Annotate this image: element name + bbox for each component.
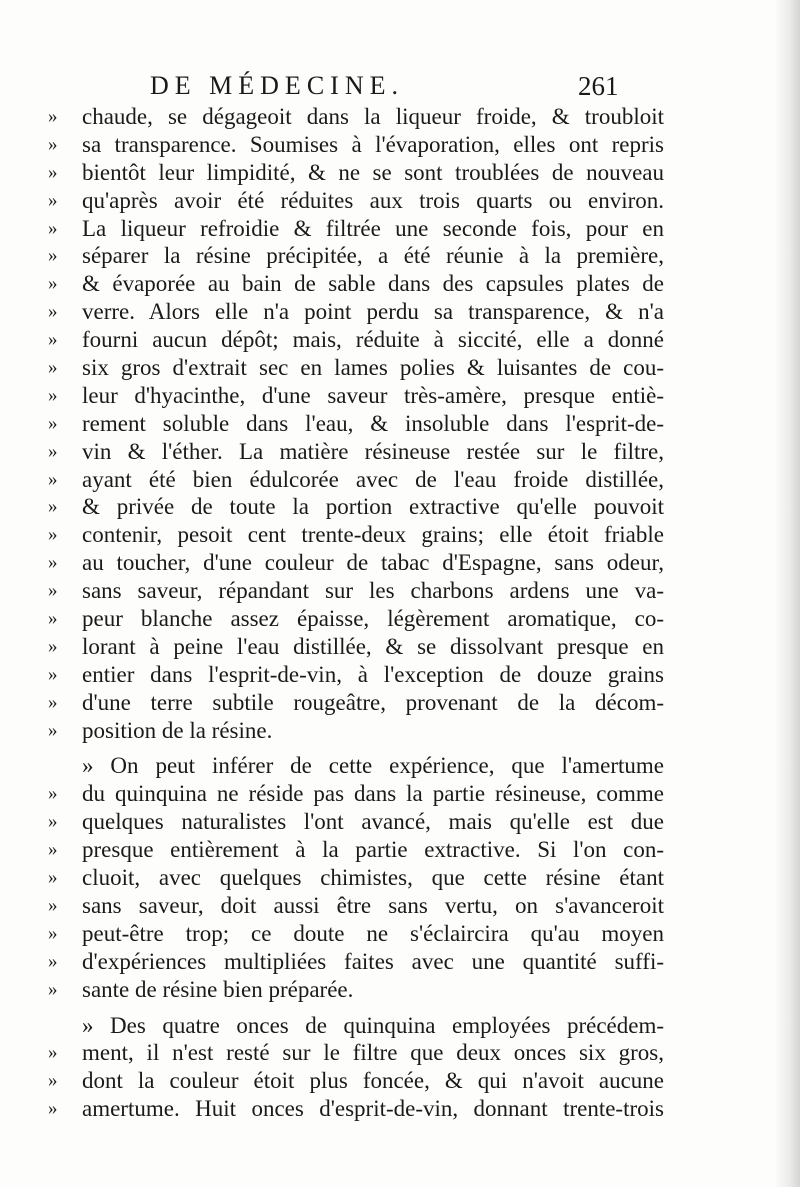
quote-mark: » bbox=[48, 552, 58, 574]
text-line bbox=[48, 438, 664, 466]
quote-mark: » bbox=[48, 412, 58, 434]
text-line bbox=[48, 187, 664, 215]
quote-mark: » bbox=[48, 922, 58, 944]
quote-mark: » bbox=[48, 950, 58, 972]
line-text: contenir, pesoit cent trente-deux grains; elle étoit friable bbox=[82, 522, 664, 548]
paragraph-2 bbox=[48, 752, 664, 1003]
line-text: d'une terre subtile rougeâtre, provenant de la décom- bbox=[82, 689, 664, 715]
line-text: qu'après avoir été réduites aux trois quarts ou environ. bbox=[82, 187, 664, 213]
line-text: » On peut inférer de cette expérience, que l'amertume bbox=[82, 753, 664, 779]
text-line bbox=[48, 633, 664, 661]
quote-mark: » bbox=[48, 524, 58, 546]
paragraph-3 bbox=[48, 1012, 664, 1124]
quote-mark: » bbox=[48, 133, 58, 155]
page-edge-shadow bbox=[774, 0, 800, 1187]
quote-mark: » bbox=[48, 357, 58, 379]
quote-mark: » bbox=[48, 1070, 58, 1092]
text-line bbox=[48, 661, 664, 689]
quote-mark: » bbox=[48, 440, 58, 462]
quote-mark: » bbox=[48, 811, 58, 833]
text-line bbox=[48, 1039, 664, 1067]
line-text: » Des quatre onces de quinquina employées précédem- bbox=[82, 1012, 664, 1038]
quote-mark: » bbox=[48, 161, 58, 183]
text-line bbox=[48, 466, 664, 494]
line-text: du quinquina ne réside pas dans la partie résineuse, comme bbox=[82, 781, 664, 807]
quote-mark: » bbox=[48, 468, 58, 490]
quote-mark: » bbox=[48, 978, 58, 1000]
quote-mark: » bbox=[48, 839, 58, 861]
text-line bbox=[48, 864, 664, 892]
text-line bbox=[48, 521, 664, 549]
text-line bbox=[48, 131, 664, 159]
quote-mark: » bbox=[48, 663, 58, 685]
line-text: ment, il n'est resté sur le filtre que deux onces six gros, bbox=[82, 1040, 664, 1066]
quote-mark: » bbox=[48, 580, 58, 602]
text-line bbox=[48, 976, 640, 1004]
text-line bbox=[48, 1067, 664, 1095]
line-text: presque entièrement à la partie extractive. Si l'on con- bbox=[82, 837, 664, 863]
text-line bbox=[48, 242, 664, 270]
line-text: peur blanche assez épaisse, légèrement aromatique, co- bbox=[82, 606, 664, 632]
quote-mark: » bbox=[48, 217, 58, 239]
quote-mark: » bbox=[48, 894, 58, 916]
line-text: La liqueur refroidie & filtrée une seconde fois, pour en bbox=[82, 215, 664, 241]
quote-mark: » bbox=[48, 783, 58, 805]
text-line bbox=[48, 354, 664, 382]
quote-mark: » bbox=[48, 1098, 58, 1120]
quote-mark: » bbox=[48, 1042, 58, 1064]
line-text: six gros d'extrait sec en lames polies & luisantes de cou- bbox=[82, 355, 664, 381]
line-text: & privée de toute la portion extractive qu'elle pouvoit bbox=[82, 494, 664, 520]
quote-mark: » bbox=[48, 719, 58, 741]
line-text: sans saveur, répandant sur les charbons ardens une va- bbox=[82, 578, 664, 604]
line-text: dont la couleur étoit plus foncée, & qui n'avoit aucune bbox=[82, 1068, 664, 1094]
line-text: chaude, se dégageoit dans la liqueur froide, & troubloit bbox=[82, 104, 664, 129]
quote-mark: » bbox=[48, 691, 58, 713]
text-line bbox=[48, 298, 664, 326]
quote-mark: » bbox=[48, 301, 58, 323]
line-text: peut-être trop; ce doute ne s'éclaircira qu'au moyen bbox=[82, 920, 664, 946]
text-line bbox=[48, 836, 664, 864]
line-text: sans saveur, doit aussi être sans vertu, on s'avanceroit bbox=[82, 892, 664, 918]
text-line bbox=[48, 808, 664, 836]
page-number: 261 bbox=[578, 71, 619, 101]
line-text: position de la résine. bbox=[82, 717, 273, 743]
quote-mark: » bbox=[48, 867, 58, 889]
line-text: & évaporée au bain de sable dans des capsules plates de bbox=[82, 271, 664, 297]
line-text: séparer la résine précipitée, a été réunie à la première, bbox=[82, 243, 664, 269]
line-text: au toucher, d'une couleur de tabac d'Espagne, sans odeur, bbox=[82, 550, 664, 576]
quote-mark: » bbox=[48, 273, 58, 295]
text-line bbox=[48, 1012, 664, 1040]
text-line bbox=[48, 410, 664, 438]
line-text: verre. Alors elle n'a point perdu sa transparence, & n'a bbox=[82, 299, 664, 325]
quote-mark: » bbox=[48, 189, 58, 211]
body-text bbox=[48, 103, 664, 1123]
text-line bbox=[48, 1095, 664, 1123]
text-line bbox=[48, 920, 664, 948]
line-text: lorant à peine l'eau distillée, & se dissolvant presque en bbox=[82, 633, 664, 659]
line-text: cluoit, avec quelques chimistes, que cette résine étant bbox=[82, 865, 664, 891]
line-text: sa transparence. Soumises à l'évaporation, elles ont repris bbox=[82, 131, 664, 157]
text-line bbox=[48, 159, 664, 187]
quote-mark: » bbox=[48, 329, 58, 351]
quote-mark: » bbox=[48, 608, 58, 630]
line-text: bientôt leur limpidité, & ne se sont troublées de nouveau bbox=[82, 159, 664, 185]
quote-mark: » bbox=[48, 384, 58, 406]
line-text: sante de résine bien préparée. bbox=[82, 976, 354, 1002]
text-line bbox=[48, 780, 664, 808]
text-line bbox=[48, 493, 664, 521]
line-text: vin & l'éther. La matière résineuse restée sur le filtre, bbox=[82, 438, 664, 464]
text-line bbox=[48, 605, 664, 633]
text-line bbox=[48, 382, 664, 410]
text-line bbox=[48, 215, 664, 243]
text-line bbox=[48, 752, 664, 780]
quote-mark: » bbox=[48, 496, 58, 518]
text-line bbox=[48, 103, 664, 131]
line-text: fourni aucun dépôt; mais, réduite à siccité, elle a donné bbox=[82, 327, 664, 353]
page-header bbox=[0, 70, 800, 106]
text-line bbox=[48, 689, 664, 717]
text-line bbox=[48, 892, 664, 920]
running-head: DE MÉDECINE. bbox=[150, 71, 404, 100]
line-text: rement soluble dans l'eau, & insoluble dans l'esprit-de- bbox=[82, 410, 664, 436]
text-line bbox=[48, 577, 664, 605]
line-text: leur d'hyacinthe, d'une saveur très-amère, presque entiè- bbox=[82, 382, 664, 408]
text-line bbox=[48, 948, 664, 976]
quote-mark: » bbox=[48, 635, 58, 657]
line-text: ayant été bien édulcorée avec de l'eau froide distillée, bbox=[82, 466, 664, 492]
line-text: amertume. Huit onces d'esprit-de-vin, donnant trente-trois bbox=[82, 1096, 664, 1122]
text-line bbox=[48, 326, 664, 354]
quote-mark: » bbox=[48, 245, 58, 267]
text-line bbox=[48, 270, 664, 298]
text-line bbox=[48, 549, 664, 577]
quote-mark: » bbox=[48, 106, 58, 127]
paragraph-1 bbox=[48, 103, 664, 744]
line-text: quelques naturalistes l'ont avancé, mais qu'elle est due bbox=[82, 809, 664, 835]
text-line bbox=[48, 717, 640, 745]
line-text: d'expériences multipliées faites avec une quantité suffi- bbox=[82, 948, 664, 974]
line-text: entier dans l'esprit-de-vin, à l'exception de douze grains bbox=[82, 661, 664, 687]
